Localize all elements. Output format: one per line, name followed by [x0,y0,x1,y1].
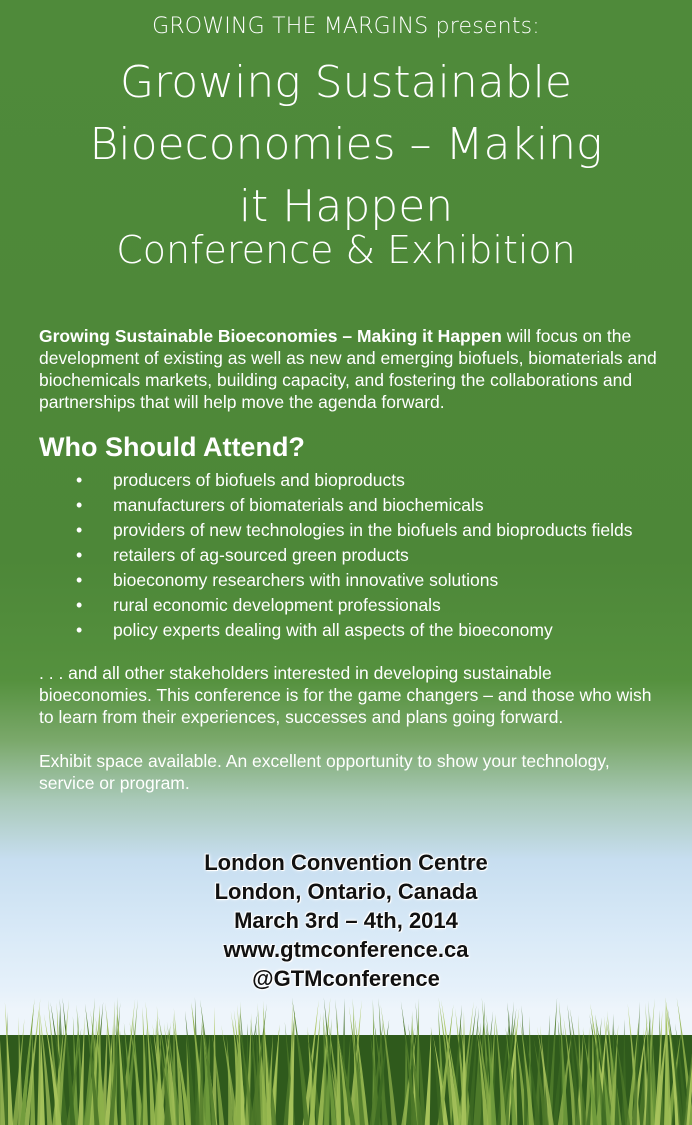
venue-city: London, Ontario, Canada [214,879,478,904]
intro-text: will focus on the development of existing as well as new and emerging biofuels, biomaterials and biochemicals markets, building capacity, and fostering the collaborations and partnerships that will help move the agenda forward. [39,326,657,412]
closing-paragraph: . . . and all other stakeholders interested in developing sustainable bioeconomies. This conference is for the game changers – and those who wish to learn from their experiences, successes and plans going forward. [39,663,652,727]
venue-block [0,848,692,993]
list-item: • bioeconomy researchers with innovative solutions [0,570,633,591]
list-item: • producers of biofuels and bioproducts [0,470,633,491]
twitter-handle[interactable]: @GTMconference [252,966,440,991]
presenter-line: GROWING THE MARGINS presents: [152,14,540,39]
intro-paragraph [39,325,669,413]
attendee-list [0,470,692,645]
title-line: Growing Sustainable [120,57,572,108]
list-item: • manufacturers of biomaterials and biochemicals [0,495,633,516]
who-should-attend-heading: Who Should Attend? [39,432,305,462]
grass-image [0,995,692,1125]
list-item: • providers of new technologies in the biofuels and bioproducts fields [0,520,633,541]
exhibit-paragraph: Exhibit space available. An excellent opportunity to show your technology, service or program. [39,751,610,793]
conference-subtitle: Conference & Exhibition [116,228,576,272]
list-item: • rural economic development professionals [0,595,633,616]
website-link[interactable]: www.gtmconference.ca [223,937,469,962]
conference-title [0,52,692,238]
title-line: it Happen [238,181,454,232]
event-dates: March 3rd – 4th, 2014 [234,908,458,933]
list-item: • policy experts dealing with all aspects of the bioeconomy [0,620,633,641]
intro-bold-title: Growing Sustainable Bioeconomies – Making it Happen [39,326,502,346]
venue-name: London Convention Centre [204,850,488,875]
title-line: Bioeconomies – Making [89,119,603,170]
list-item: • retailers of ag-sourced green products [0,545,633,566]
